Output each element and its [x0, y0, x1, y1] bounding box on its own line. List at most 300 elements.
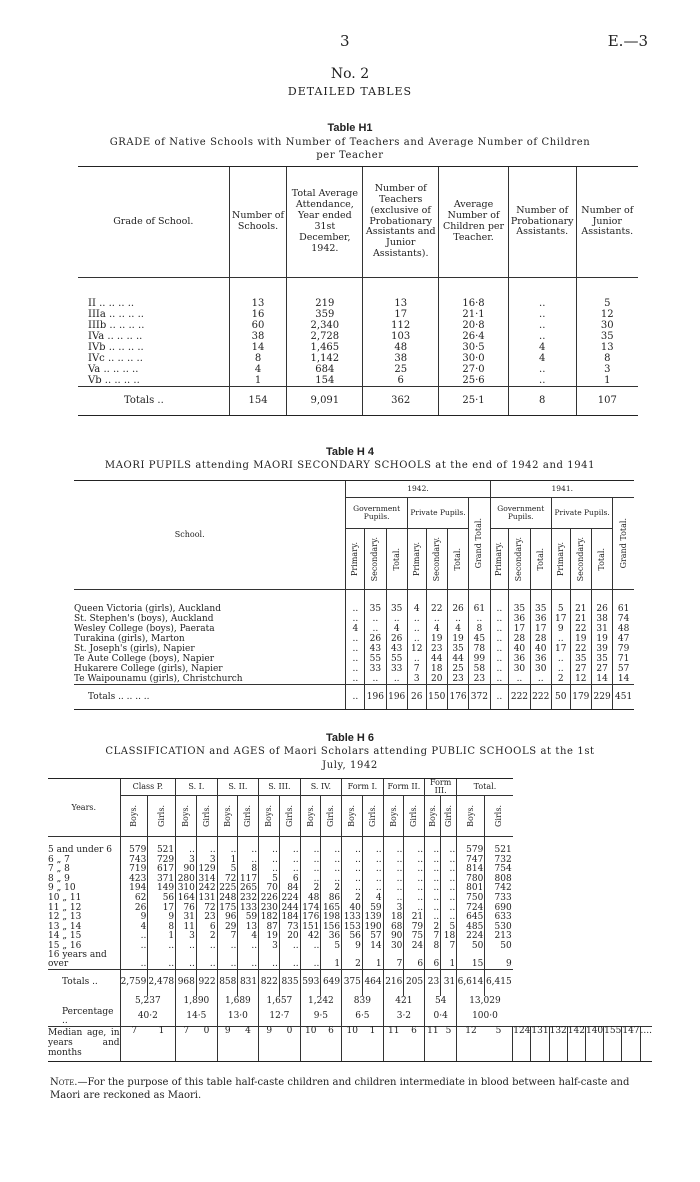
h4-cell: 21 — [570, 590, 591, 615]
h4-sub-header — [570, 529, 591, 590]
h6-cell: .. — [238, 951, 259, 970]
h6-cell: 9 — [342, 941, 363, 951]
h4-cell: .. — [346, 634, 365, 644]
h6-cell: .. — [383, 837, 404, 856]
h1-cell: 4 — [508, 353, 576, 364]
h6-total-cell: 205 — [404, 969, 425, 996]
h4-cell: 19 — [426, 634, 447, 644]
h1-cell: 30·0 — [439, 353, 509, 364]
h1-cell: 1,142 — [287, 353, 363, 364]
h6-cell: .. — [217, 951, 238, 970]
h6-age: 12 „ 13 — [48, 912, 82, 923]
h4-row — [74, 634, 634, 644]
h6-cell: 248 — [217, 893, 238, 903]
h1-cell: .. — [508, 331, 576, 342]
h6-cell: .. — [217, 837, 238, 856]
h1-cell: 154 — [287, 375, 363, 387]
h6-cell: .. — [383, 884, 404, 894]
h1-grade: II .. .. .. .. — [88, 298, 135, 309]
h6-cell: 2 — [342, 893, 363, 903]
h6-cell: .. — [321, 874, 342, 884]
h6-sub-header-text: Girls. — [367, 805, 377, 827]
h1-cell: 12 — [576, 309, 638, 320]
h1-cell: 21·1 — [439, 309, 509, 320]
h1-cell: 1 — [229, 375, 287, 387]
h4-table-label: Table H 4 — [325, 446, 375, 458]
h6-cell: 149 — [148, 884, 176, 894]
h6-cell: 50 — [457, 941, 485, 951]
h4-cell: .. — [346, 664, 365, 674]
h4-cell: 28 — [509, 634, 530, 644]
h4-cell: 45 — [469, 634, 490, 644]
h1-col-header: Number of Junior Assistants. — [576, 167, 638, 278]
h6-median-cell: 1 — [148, 1026, 176, 1061]
h6-cell: 9 — [485, 951, 513, 970]
h6-sub-header — [457, 796, 485, 837]
h6-cell: 265 — [238, 884, 259, 894]
h4-cell: 9 — [551, 624, 570, 634]
h6-median-cell: 7 — [176, 1026, 197, 1061]
h6-row — [48, 941, 652, 951]
h4-cell: 8 — [469, 624, 490, 634]
h4-cell: 30 — [530, 664, 551, 674]
h1-row — [78, 342, 638, 353]
h4-cell: .. — [447, 614, 468, 624]
h6-cell: 57 — [362, 932, 383, 942]
h6-cell: .. — [404, 865, 425, 875]
h6-row — [48, 932, 652, 942]
h6-cell: 5 — [217, 865, 238, 875]
h1-cell: 14 — [229, 342, 287, 353]
note-lead: Note. — [50, 1077, 78, 1088]
h4-cell: 39 — [591, 644, 612, 654]
h6-cell: 24 — [404, 941, 425, 951]
h6-totals-row — [48, 969, 652, 996]
h6-median-cell: 14 — [622, 1026, 634, 1061]
h4-cell: .. — [490, 664, 509, 674]
h1-cell: 2,728 — [287, 331, 363, 342]
h6-cell: 733 — [485, 893, 513, 903]
h4-year-1941: 1941. — [490, 481, 634, 498]
h6-cell: 129 — [196, 865, 217, 875]
h4-sub-header-text: Primary. — [494, 542, 504, 576]
h4-cell: 55 — [386, 654, 407, 664]
h6-cell: 645 — [457, 913, 485, 923]
h6-age: 10 „ 11 — [48, 892, 82, 903]
h6-cell: .. — [404, 903, 425, 913]
h1-cell: 38 — [363, 353, 439, 364]
h1-col-header: Total Average Attendance, Year ended 31st December, 1942. — [287, 167, 363, 278]
h6-cell: 73 — [279, 922, 300, 932]
h6-percentage-row — [48, 1008, 652, 1027]
h6-cell: .. — [362, 837, 383, 856]
h4-sub-header-text: Total. — [391, 547, 401, 571]
h6-median-cell: 12 — [513, 1026, 525, 1061]
page-number: 3 — [340, 32, 350, 50]
h6-cell: .. — [342, 884, 363, 894]
h6-cell: .. — [217, 941, 238, 951]
h4-row — [74, 624, 634, 634]
h6-cell: .. — [196, 837, 217, 856]
h6-class-header: S. III. — [259, 779, 301, 796]
h6-median-cell: 11 — [383, 1026, 404, 1061]
h1-cell: 38 — [229, 331, 287, 342]
h6-cell: 371 — [148, 874, 176, 884]
h4-cell: 4 — [386, 624, 407, 634]
h6-cell: .. — [383, 893, 404, 903]
h4-sub-header — [530, 529, 551, 590]
h4-cell: 48 — [613, 624, 634, 634]
h6-median-cell: 13 — [531, 1026, 543, 1061]
h6-cell: 1 — [362, 951, 383, 970]
h6-cell: 174 — [300, 903, 321, 913]
h4-row — [74, 664, 634, 674]
h6-cell: .. — [383, 865, 404, 875]
h1-cell: 8 — [229, 353, 287, 364]
h6-median-cell: 5 — [441, 1026, 457, 1061]
h6-cell: 1 — [321, 951, 342, 970]
h4-cell: 55 — [365, 654, 386, 664]
h4-cell: 35 — [530, 590, 551, 615]
h6-cell: 521 — [485, 837, 513, 856]
h6-cell: 314 — [196, 874, 217, 884]
h6-total-cell: 858 — [217, 969, 238, 996]
h4-grand-total-header-text: Grand Total. — [618, 518, 628, 569]
section-heading: DETAILED TABLES — [287, 85, 413, 98]
h6-cell: 5 — [321, 941, 342, 951]
h6-totals-label: Totals .. — [48, 969, 120, 996]
h6-total-cell: 593 — [300, 969, 321, 996]
h6-sub-header-text: Boys. — [465, 805, 475, 827]
h1-total-cell: 9,091 — [287, 387, 363, 416]
h4-cell: .. — [469, 614, 490, 624]
h6-sub-header-text: Boys. — [388, 805, 398, 827]
h6-cell: 79 — [404, 922, 425, 932]
h6-median-cell: 9 — [259, 1026, 280, 1061]
h6-cell: 198 — [321, 913, 342, 923]
h6-combined-cell: 54 — [425, 996, 457, 1008]
h1-cell: 103 — [363, 331, 439, 342]
h1-cell: .. — [508, 278, 576, 310]
h6-cell: .. — [362, 865, 383, 875]
h6-sub-header — [217, 796, 238, 837]
h4-total-cell: 50 — [551, 685, 570, 710]
h6-sub-header — [238, 796, 259, 837]
h6-total-cell: 31 — [441, 969, 457, 996]
h6-median-cell: 10 — [342, 1026, 363, 1061]
h6-combined-cell: 1,242 — [300, 996, 342, 1008]
h6-row — [48, 855, 652, 865]
h4-cell: 18 — [426, 664, 447, 674]
h1-cell: 5 — [576, 278, 638, 310]
h6-total-cell: 831 — [238, 969, 259, 996]
h6-age: 15 „ 16 — [48, 940, 82, 951]
h6-sub-header-text: Girls. — [156, 805, 166, 827]
h6-cell: 633 — [485, 913, 513, 923]
h4-cell: .. — [551, 664, 570, 674]
h4-row — [74, 654, 634, 664]
h6-cell: 19 — [259, 932, 280, 942]
h6-cell: .. — [300, 941, 321, 951]
h6-sub-header — [342, 796, 363, 837]
h6-cell: 20 — [279, 932, 300, 942]
h1-total-cell: 8 — [508, 387, 576, 416]
h6-cell: 90 — [176, 865, 197, 875]
h4-cell: 19 — [570, 634, 591, 644]
h4-cell: 57 — [613, 664, 634, 674]
h4-cell: 61 — [613, 590, 634, 615]
h6-cell: 2 — [300, 884, 321, 894]
h4-cell: 23 — [469, 674, 490, 685]
h6-percentage-label: Percentage .. — [62, 1006, 114, 1026]
h6-cell: 7 — [383, 951, 404, 970]
h4-cell: .. — [551, 634, 570, 644]
h6-sub-header-text: Boys. — [181, 805, 191, 827]
h4-school-name: St. Joseph's (girls), Napier — [74, 644, 195, 654]
h6-cell: 59 — [362, 903, 383, 913]
h6-caption-line1: CLASSIFICATION and AGES of Maori Scholars attending PUBLIC SCHOOLS at the 1st — [105, 746, 595, 757]
h1-row — [78, 375, 638, 387]
h6-percentage-cell: 3·2 — [383, 1008, 425, 1027]
h6-median-cell: 14 — [567, 1026, 579, 1061]
h6-sub-header — [259, 796, 280, 837]
h6-cell: 75 — [404, 932, 425, 942]
h6-cell: .. — [120, 951, 148, 970]
h6-table-label: Table H 6 — [325, 732, 375, 744]
h4-cell: 33 — [386, 664, 407, 674]
h4-sub-header-text: Primary. — [350, 542, 360, 576]
h4-cell: 12 — [570, 674, 591, 685]
h4-cell: 61 — [469, 590, 490, 615]
h6-cell: .. — [238, 941, 259, 951]
h4-school-name: Turakina (girls), Marton — [74, 634, 185, 644]
h6-total-cell: 464 — [362, 969, 383, 996]
page-reference: E.—3 — [607, 32, 648, 50]
h4-totals-label: Totals .. .. .. .. — [74, 685, 346, 710]
h4-sub-header — [509, 529, 530, 590]
h6-cell: .. — [362, 874, 383, 884]
h6-cell: 72 — [196, 903, 217, 913]
h6-cell: 36 — [321, 932, 342, 942]
h6-cell: 21 — [404, 913, 425, 923]
h6-median-label: Median age, in years and months — [48, 1026, 120, 1061]
h6-combined-cell: 1,657 — [259, 996, 301, 1008]
h6-cell: 13 — [238, 922, 259, 932]
h4-sub-header-text: Primary. — [411, 542, 421, 576]
h1-grade: IVc .. .. .. .. — [88, 353, 143, 364]
h4-cell: 36 — [509, 614, 530, 624]
h4-cell: 44 — [426, 654, 447, 664]
h1-cell: 25 — [363, 364, 439, 375]
h6-percentage-cell: 9·5 — [300, 1008, 342, 1027]
h6-cell: 17 — [148, 903, 176, 913]
h4-cell: 4 — [346, 624, 365, 634]
h1-cell: 8 — [576, 353, 638, 364]
h6-cell: .. — [300, 855, 321, 865]
h6-row — [48, 893, 652, 903]
h6-cell: 213 — [485, 932, 513, 942]
h4-total-cell: 26 — [407, 685, 426, 710]
h6-cell: 50 — [485, 941, 513, 951]
h6-row — [48, 903, 652, 913]
h1-cell: 684 — [287, 364, 363, 375]
h6-percentage-cell: 100·0 — [457, 1008, 513, 1027]
h4-sub-header-text: Secondary. — [431, 536, 441, 582]
h6-class-header: Total. — [457, 779, 513, 796]
h6-years-header: Years. — [48, 779, 120, 837]
h6-percentage-cell: 6·5 — [342, 1008, 384, 1027]
h6-cell: .. — [148, 941, 176, 951]
h6-median-cell: 15 — [604, 1026, 616, 1061]
h4-total-cell: 176 — [447, 685, 468, 710]
h1-totals-label: Totals .. — [78, 387, 229, 416]
h6-total-cell: 2,478 — [148, 969, 176, 996]
h4-totals-row — [74, 685, 634, 710]
h6-sub-header-text: Boys. — [427, 805, 437, 827]
h6-cell: 176 — [300, 913, 321, 923]
h6-cell: 729 — [148, 855, 176, 865]
h6-cell: 521 — [148, 837, 176, 856]
h6-cell: 8 — [425, 941, 441, 951]
h6-cell: .. — [321, 865, 342, 875]
h4-total-cell: 222 — [530, 685, 551, 710]
h4-cell: .. — [426, 614, 447, 624]
h6-cell: 70 — [259, 884, 280, 894]
h1-col-header: Average Number of Children per Teacher. — [439, 167, 509, 278]
h6-cell: 3 — [176, 932, 197, 942]
h6-cell: 743 — [120, 855, 148, 865]
h6-cell: 808 — [485, 874, 513, 884]
h1-col-header: Number of Probationary Assistants. — [508, 167, 576, 278]
h4-row — [74, 674, 634, 685]
h4-row — [74, 644, 634, 654]
h6-combined-row — [48, 996, 652, 1008]
h4-sub-header-text: Total. — [535, 547, 545, 571]
h6-cell: 742 — [485, 884, 513, 894]
h1-row — [78, 278, 638, 310]
h6-cell: 2 — [425, 922, 441, 932]
h6-cell: 242 — [196, 884, 217, 894]
h4-cell: .. — [407, 634, 426, 644]
h6-caption-line2: July, 1942 — [322, 760, 378, 771]
h6-sub-header-text: Girls. — [494, 805, 504, 827]
h6-cell: 4 — [362, 893, 383, 903]
h4-cell: 78 — [469, 644, 490, 654]
h6-total-cell: 968 — [176, 969, 197, 996]
h4-cell: 23 — [447, 674, 468, 685]
h6-cell: .. — [425, 865, 441, 875]
h1-col-header: Number of Teachers (exclusive of Probationary Assistants and Junior Assistants). — [363, 167, 439, 278]
h6-cell: 96 — [217, 913, 238, 923]
h4-cell: 17 — [509, 624, 530, 634]
h6-age: 5 and under 6 — [48, 845, 112, 855]
h6-cell: .. — [279, 865, 300, 875]
h1-cell: 16 — [229, 309, 287, 320]
h1-cell: 30·5 — [439, 342, 509, 353]
h6-cell: 165 — [321, 903, 342, 913]
h6-cell: 184 — [279, 913, 300, 923]
h6-age: 7 „ 8 — [48, 864, 70, 875]
h6-row — [48, 837, 652, 856]
h1-cell: 48 — [363, 342, 439, 353]
h6-sub-header — [404, 796, 425, 837]
h6-cell: .. — [441, 855, 457, 865]
h4-cell: 17 — [530, 624, 551, 634]
h6-combined-cell: 1,689 — [217, 996, 259, 1008]
h6-median-cell: 6 — [404, 1026, 425, 1061]
h6-total-cell: 922 — [196, 969, 217, 996]
h6-sub-header-text: Girls. — [443, 805, 453, 827]
h6-cell: .. — [441, 893, 457, 903]
h1-table-label: Table H1 — [327, 122, 373, 134]
h4-cell: .. — [386, 674, 407, 685]
h4-cell: 4 — [426, 624, 447, 634]
h6-median-cell: 13 — [549, 1026, 561, 1061]
h4-grand-total-header-text: Grand Total. — [474, 518, 484, 569]
h4-sub-header-text: Secondary. — [370, 536, 380, 582]
h6-cell: 2 — [342, 951, 363, 970]
h6-cell: 4 — [238, 932, 259, 942]
h4-cell: 5 — [551, 590, 570, 615]
h6-percentage-cell: 14·5 — [176, 1008, 218, 1027]
h6-median-cell: 1 — [362, 1026, 383, 1061]
h6-cell: 1 — [148, 932, 176, 942]
h4-cell: 28 — [530, 634, 551, 644]
h6-median-cell: 1 — [543, 1026, 549, 1061]
h6-class-header: S. II. — [217, 779, 259, 796]
h6-cell: 87 — [259, 922, 280, 932]
h6-cell: 423 — [120, 874, 148, 884]
h4-cell: 14 — [591, 674, 612, 685]
h4-total-cell: 451 — [613, 685, 634, 710]
h6-cell: 1 — [441, 951, 457, 970]
h6-cell: .. — [404, 893, 425, 903]
h4-sub-header-text: Secondary. — [575, 536, 585, 582]
h1-cell: 359 — [287, 309, 363, 320]
h6-class-header: Form III. — [425, 779, 457, 796]
h4-school-name: St. Stephen's (boys), Auckland — [74, 614, 214, 624]
h4-cell: 26 — [365, 634, 386, 644]
h4-cell: .. — [490, 634, 509, 644]
h4-cell: 7 — [407, 664, 426, 674]
h4-cell: .. — [490, 614, 509, 624]
h4-cell: .. — [346, 644, 365, 654]
h6-cell: 9 — [120, 913, 148, 923]
h6-row — [48, 865, 652, 875]
h1-cell: .. — [508, 375, 576, 387]
h6-median-cell: 5 — [485, 1026, 513, 1061]
h6-cell: 9 — [148, 913, 176, 923]
h4-cell: 35 — [365, 590, 386, 615]
h6-cell: 56 — [148, 893, 176, 903]
h1-cell: 13 — [363, 278, 439, 310]
h1-grade: IVb .. .. .. .. — [88, 342, 144, 353]
h4-cell: 26 — [386, 634, 407, 644]
h6-cell: .. — [300, 951, 321, 970]
h4-cell: .. — [365, 674, 386, 685]
h6-percentage-cell: 13·0 — [217, 1008, 259, 1027]
h6-cell: .. — [238, 837, 259, 856]
h4-cell: 35 — [386, 590, 407, 615]
h1-row — [78, 331, 638, 342]
h6-cell: .. — [300, 865, 321, 875]
h4-cell: 22 — [426, 590, 447, 615]
h4-cell: 30 — [509, 664, 530, 674]
h6-sub-header — [300, 796, 321, 837]
h1-grade: Vb .. .. .. .. — [88, 375, 140, 386]
section-number: No. 2 — [330, 66, 370, 82]
h4-cell: 19 — [447, 634, 468, 644]
